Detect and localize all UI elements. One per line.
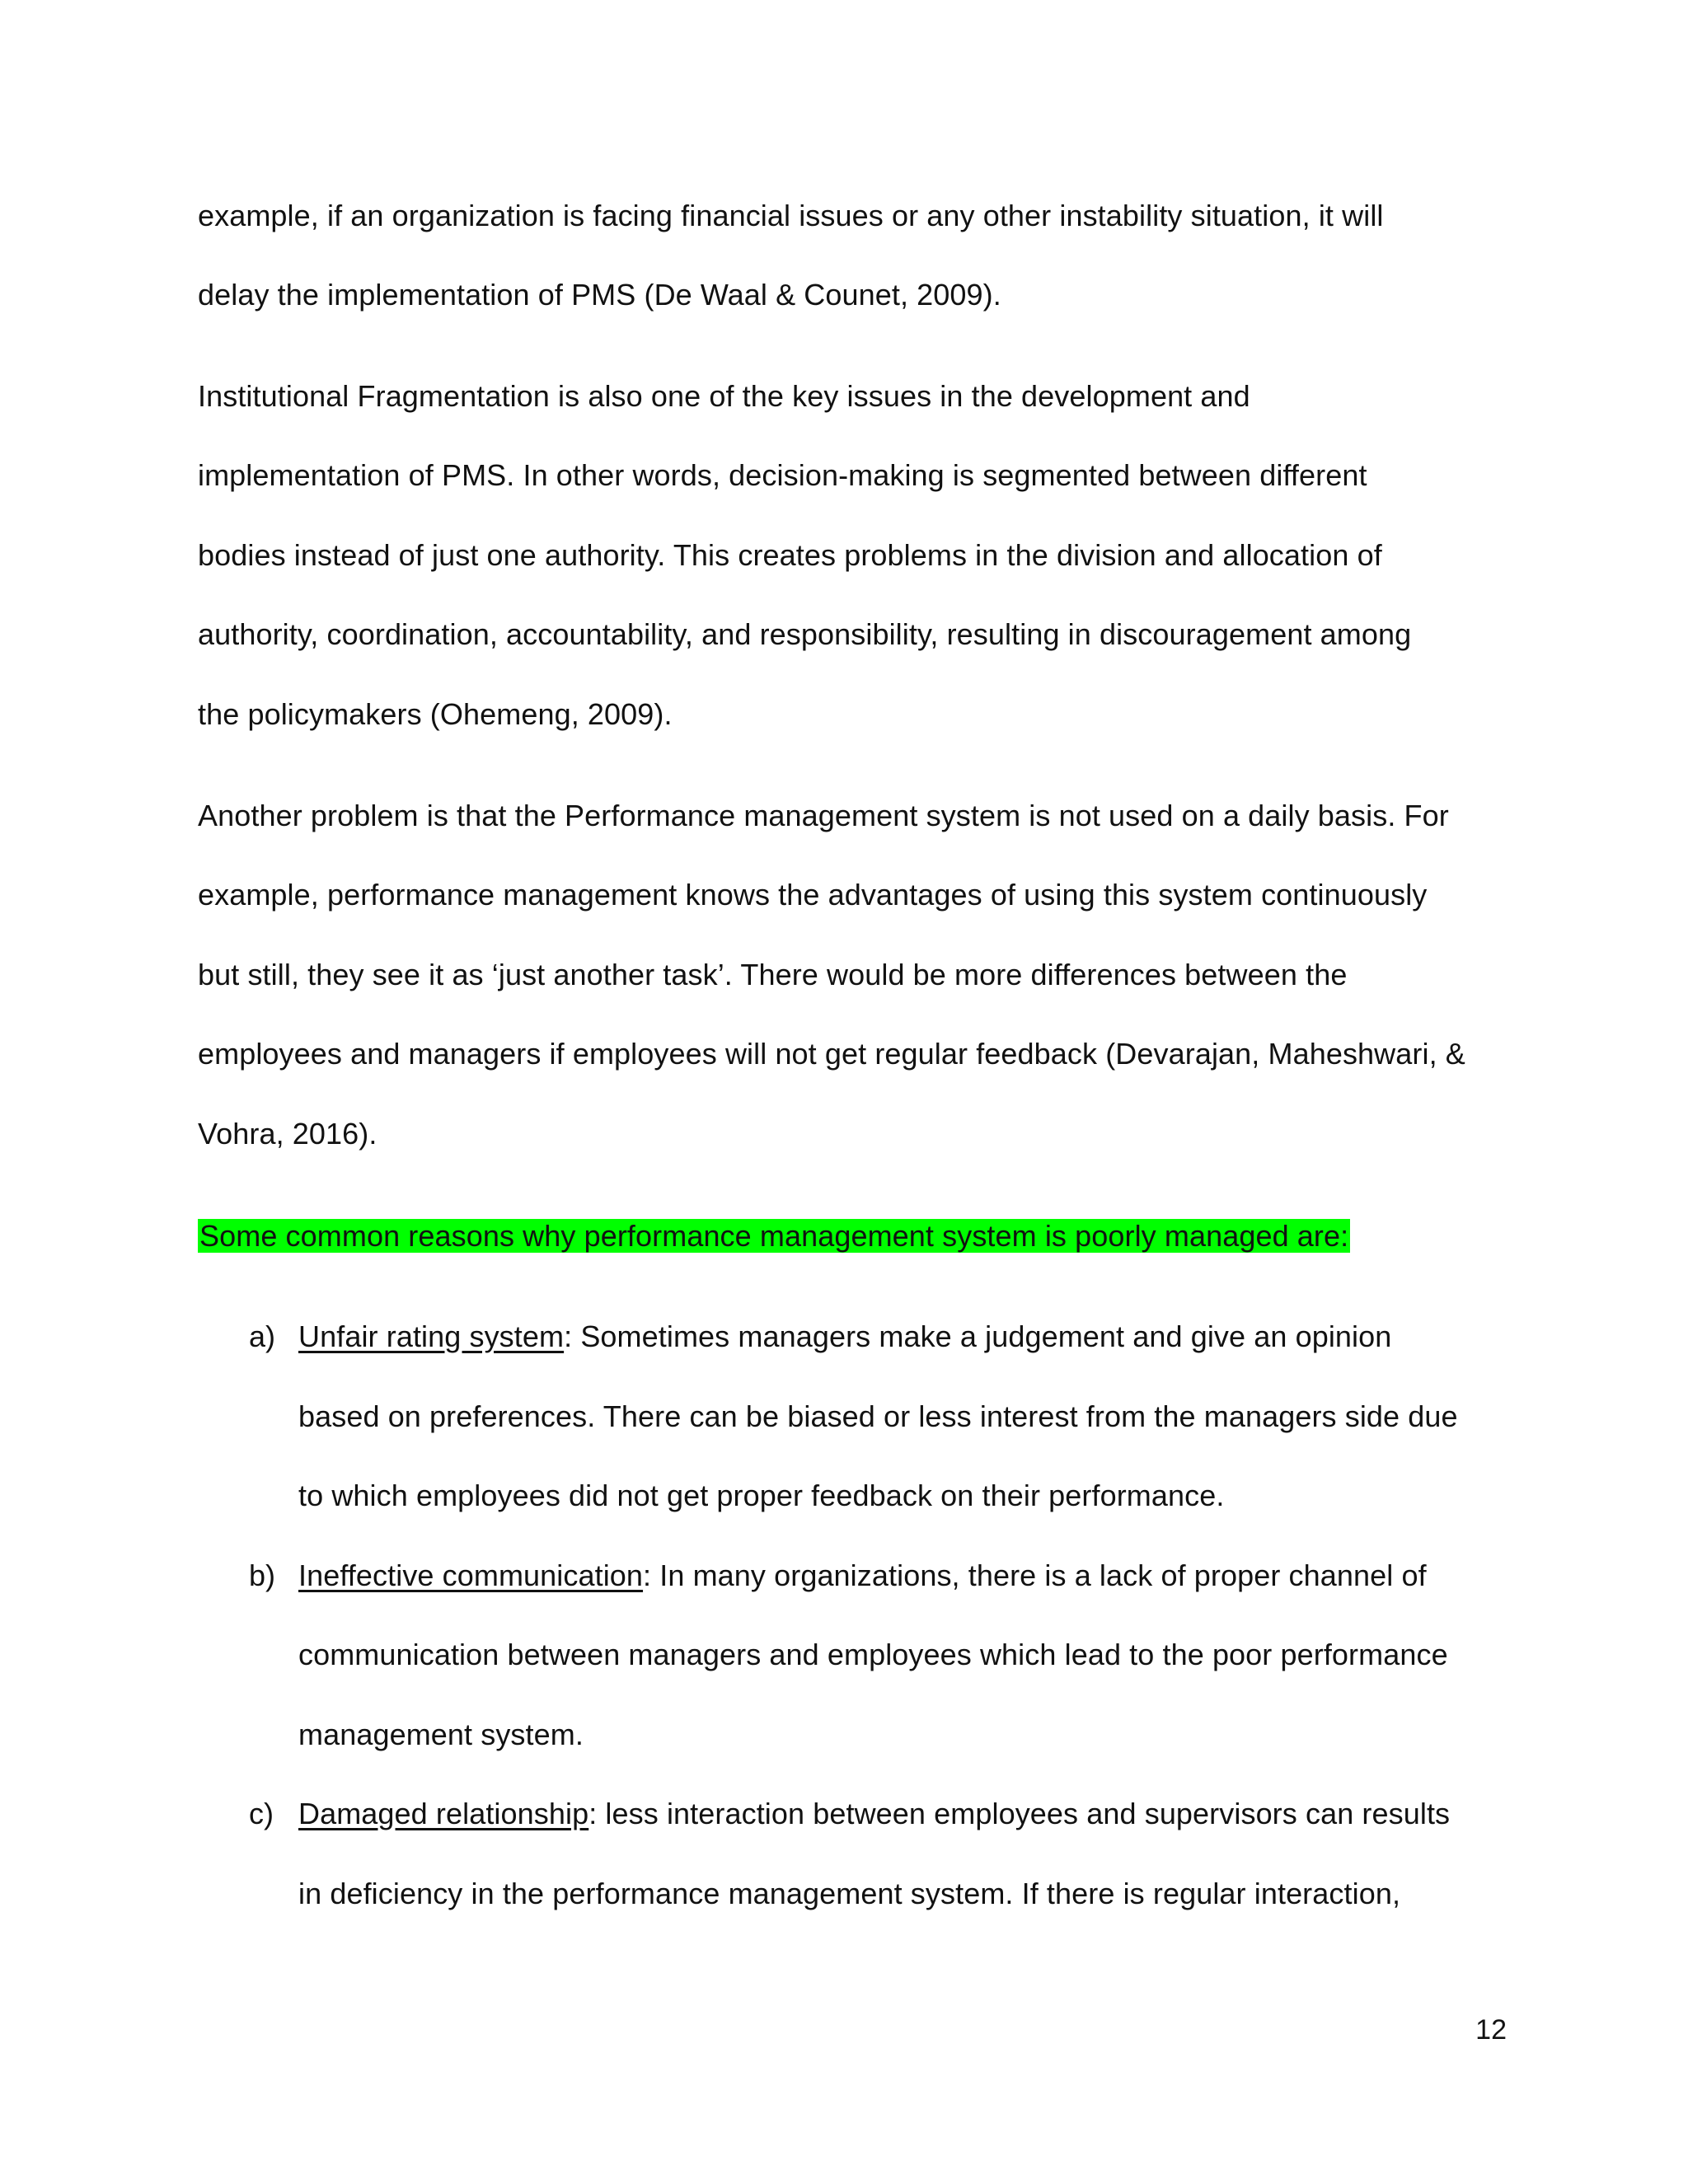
list-item-b-marker: b) (249, 1558, 276, 1592)
list-item-a-line-1 (298, 1319, 1391, 1355)
list-item-c-marker: c) (249, 1797, 274, 1830)
list-item-b-first-line-rest: : In many organizations, there is a lack of proper channel of (643, 1558, 1427, 1592)
list-item-a-term: Unfair rating system (298, 1319, 565, 1353)
list-item-c-first-line-rest: : less interaction between employees and supervisors can results (588, 1797, 1451, 1830)
paragraph-3-line-3: but still, they see it as ‘just another task’. There would be more differences between the (198, 958, 1348, 991)
highlighted-heading (198, 1218, 1350, 1254)
paragraph-1-line-2: delay the implementation of PMS (De Waal & Counet, 2009). (198, 278, 1001, 312)
list-item-a-line-3: to which employees did not get proper feedback on their performance. (298, 1479, 1225, 1512)
list-item-c-line-2: in deficiency in the performance management system. If there is regular interaction, (298, 1877, 1401, 1910)
paragraph-1-line-1: example, if an organization is facing financial issues or any other instability situation, it will (198, 199, 1384, 232)
list-item-b-line-3: management system. (298, 1718, 584, 1751)
list-item-a-first-line-rest: : Sometimes managers make a judgement and give an opinion (564, 1319, 1392, 1353)
paragraph-2-line-5: the policymakers (Ohemeng, 2009). (198, 697, 673, 731)
list-item-b-line-2: communication between managers and employees which lead to the poor performance (298, 1638, 1448, 1671)
list-item-a-line-2: based on preferences. There can be biased or less interest from the managers side due (298, 1399, 1458, 1433)
list-item-b-term: Ineffective communication (298, 1558, 644, 1592)
paragraph-2-line-1: Institutional Fragmentation is also one of the key issues in the development and (198, 379, 1250, 413)
paragraph-3-line-2: example, performance management knows the advantages of using this system continuously (198, 878, 1428, 912)
paragraph-2-line-2: implementation of PMS. In other words, decision-making is segmented between different (198, 458, 1367, 492)
paragraph-2-line-4: authority, coordination, accountability, and responsibility, resulting in discouragement among (198, 617, 1412, 651)
list-item-c-term: Damaged relationship (298, 1797, 589, 1830)
list-item-a-marker: a) (249, 1319, 276, 1353)
page-number: 12 (1475, 2014, 1507, 2046)
paragraph-3-line-4: employees and managers if employees will not get regular feedback (Devarajan, Maheshwari, & (198, 1037, 1465, 1071)
highlighted-heading-text: Some common reasons why performance management system is poorly managed are: (199, 1219, 1349, 1253)
list-item-b-line-1 (298, 1558, 1427, 1594)
paragraph-3-line-5: Vohra, 2016). (198, 1117, 377, 1151)
paragraph-3-line-1: Another problem is that the Performance management system is not used on a daily basis. For (198, 799, 1449, 832)
list-item-c-line-1 (298, 1796, 1450, 1832)
paragraph-2-line-3: bodies instead of just one authority. This creates problems in the division and allocation of (198, 538, 1382, 572)
